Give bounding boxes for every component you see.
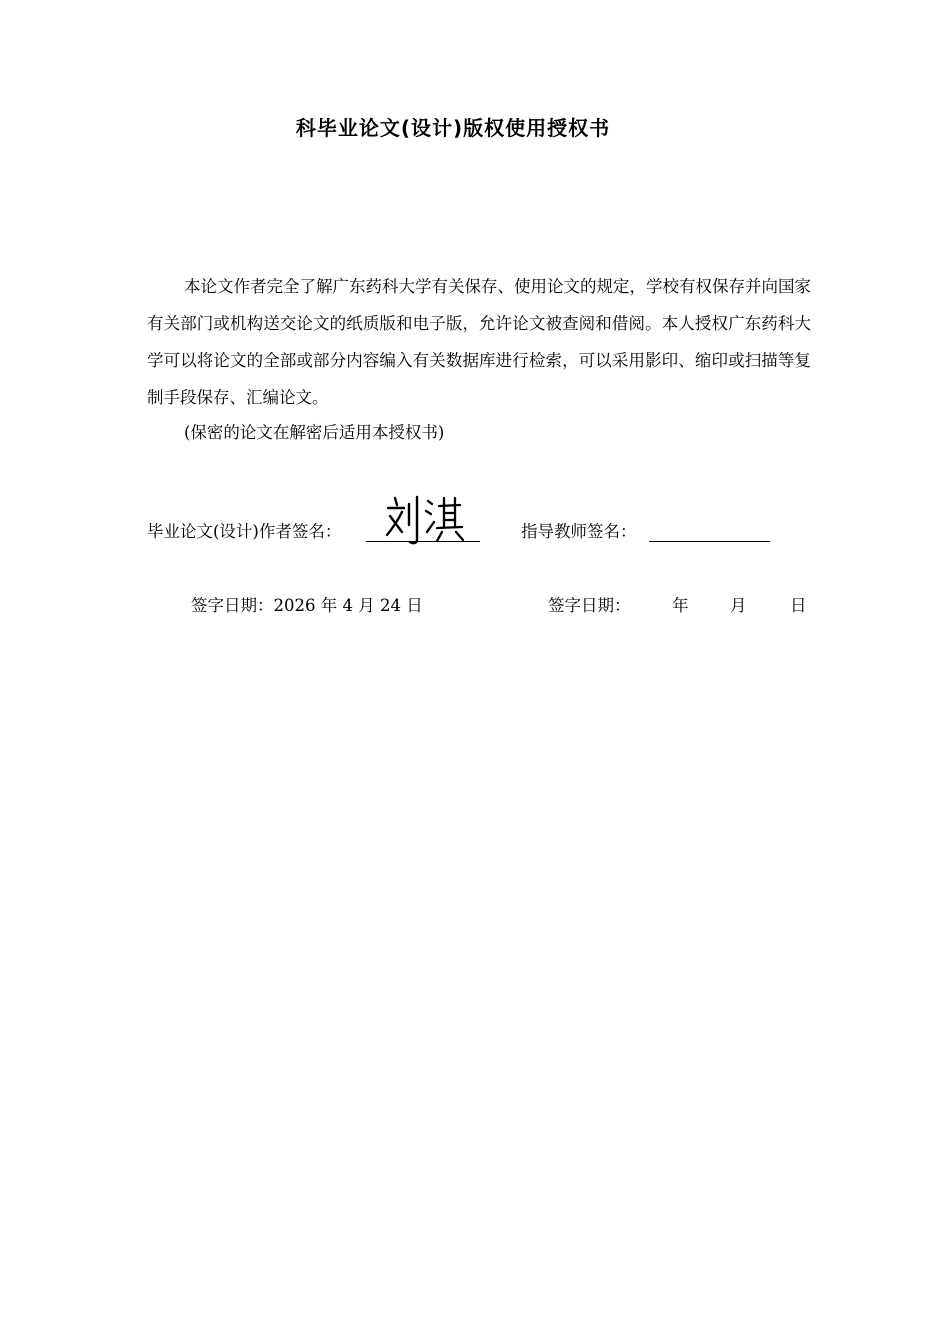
author-sign-date: 签字日期：2026 年 4 月 24 日 [191, 596, 423, 615]
advisor-month-label: 月 [730, 596, 747, 615]
advisor-signature-line [649, 541, 770, 542]
advisor-year-label: 年 [672, 596, 689, 615]
advisor-signature-label: 指导教师签名： [521, 522, 637, 541]
author-signature-label: 毕业论文(设计)作者签名： [147, 522, 342, 541]
document-title: 科毕业论文(设计)版权使用授权书 [295, 116, 611, 140]
advisor-day-label: 日 [790, 596, 807, 615]
advisor-sign-date-label: 签字日期： [548, 596, 631, 615]
authorization-paragraph: 本论文作者完全了解广东药科大学有关保存、使用论文的规定，学校有权保存并向国家有关部门或机构送交论文的纸质版和电子版，允许论文被查阅和借阅。本人授权广东药科大学可以将论文的全部或部分内容编入有关数据库进行检索，可以采用影印、缩印或扫描等复制手段保存、汇编论文。 [147, 277, 811, 407]
confidential-note: (保密的论文在解密后适用本授权书) [184, 423, 445, 442]
author-handwritten-signature [384, 490, 466, 548]
